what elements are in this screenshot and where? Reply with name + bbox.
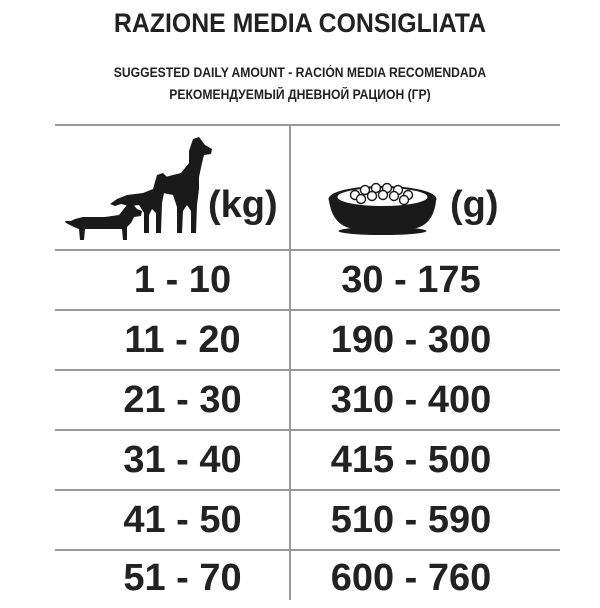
dogs-icon <box>65 133 215 245</box>
food-amount-cell: 190 - 300 <box>330 319 492 361</box>
table-row-6 <box>55 548 560 608</box>
dog-weight-cell: 41 - 50 <box>123 499 242 541</box>
table-row-4 <box>55 430 560 490</box>
dog-weight-cell: 1 - 10 <box>133 259 232 301</box>
weight-unit-label: (kg) <box>208 184 278 226</box>
food-amount-cell: 30 - 175 <box>341 259 481 301</box>
food-amount-cell: 415 - 500 <box>330 439 492 481</box>
subtitle-en-es: SUGGESTED DAILY AMOUNT - RACIÓN MEDIA RECOMENDADA <box>113 65 487 80</box>
dog-weight-cell: 51 - 70 <box>123 557 242 599</box>
table-row-5 <box>55 490 560 550</box>
dog-weight-cell: 21 - 30 <box>123 379 242 421</box>
food-amount-cell: 310 - 400 <box>330 379 492 421</box>
food-amount-cell: 510 - 590 <box>330 499 492 541</box>
table-header-row <box>55 125 560 250</box>
table-row-1 <box>55 250 560 310</box>
dog-weight-cell: 11 - 20 <box>124 319 241 361</box>
food-amount-cell: 600 - 760 <box>330 557 492 599</box>
table-row-2 <box>55 310 560 370</box>
table-row-3 <box>55 370 560 430</box>
dog-weight-cell: 31 - 40 <box>123 439 242 481</box>
page-title: RAZIONE MEDIA CONSIGLIATA <box>113 8 487 38</box>
amount-unit-label: (g) <box>450 184 499 226</box>
food-bowl-icon <box>325 175 440 235</box>
subtitle-ru: РЕКОМЕНДУЕМЫЙ ДНЕВНОЙ РАЦИОН (ГР) <box>169 87 431 102</box>
